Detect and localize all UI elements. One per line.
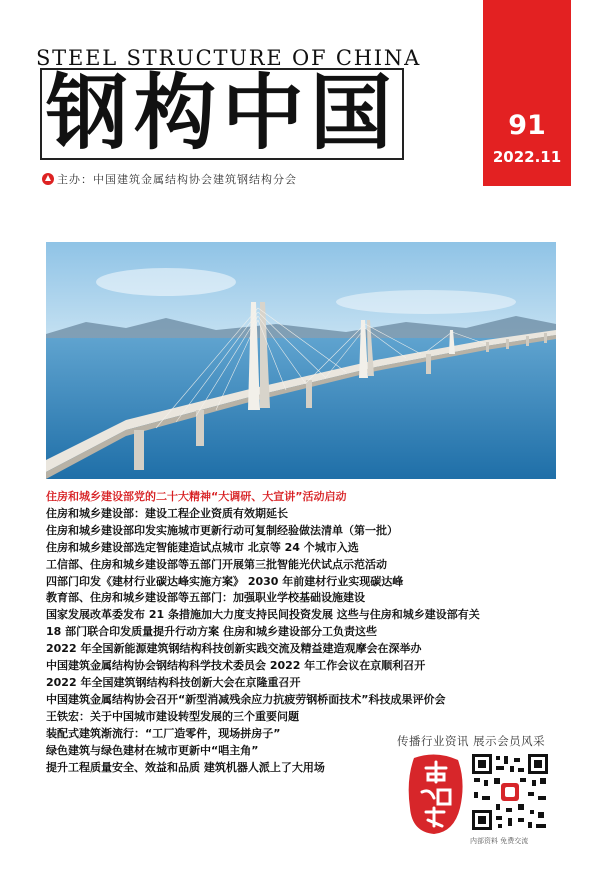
host-text: 主办：中国建筑金属结构协会建筑钢结构分会 [57,173,297,186]
headline-featured: 住房和城乡建设部党的二十大精神“大调研、大宣讲”活动启动 [46,490,347,503]
headline-item: 装配式建筑渐流行：“工厂造零件，现场拼房子” [46,726,281,740]
headline-item: 2022 年全国建筑钢结构科技创新大会在京隆重召开 [46,675,301,689]
host-line [42,171,297,187]
headline-item: 教育部、住房和城乡建设部等五部门：加强职业学校基础设施建设 [46,591,365,605]
qr-caption: 内部资料 免费交流 [470,837,529,845]
english-title: STEEL STRUCTURE OF CHINA [36,46,422,70]
headline-item: 中国建筑金属结构协会召开“新型消减残余应力抗疲劳钢桥面技术”科技成果评价会 [46,692,446,706]
chinese-title: 钢构中国 [46,66,399,161]
headline-item: 18 部门联合印发质量提升行动方案 住房和城乡建设部分工负责这些 [46,625,377,639]
issue-number: 91 [508,110,546,141]
cable-stayed-bridge-photo-icon [46,242,556,479]
headline-item: 住房和城乡建设部印发实施城市更新行动可复制经验做法清单（第一批） [46,523,398,537]
headline-item: 中国建筑金属结构协会钢结构科学技术委员会 2022 年工作会议在京顺利召开 [46,659,426,673]
headline-item: 四部门印发《建材行业碳达峰实施方案》 2030 年前建材行业实现碳达峰 [46,574,404,588]
headline-item: 绿色建筑与绿色建材在城市更新中“唱主角” [46,743,259,757]
red-seal-logo-icon [404,752,468,836]
slogan: 传播行业资讯 展示会员风采 [397,734,546,748]
issue-badge [483,0,571,186]
headline-item: 王铁宏：关于中国城市建设转型发展的三个重要问题 [46,709,299,723]
headline-item: 住房和城乡建设部：建设工程企业资质有效期延长 [46,506,288,520]
headline-item: 2022 年全国新能源建筑钢结构科技创新实践交流及精益建造观摩会在深举办 [46,642,422,656]
cover-photo [46,242,556,479]
association-logo-icon [42,173,54,185]
headline-item: 工信部、住房和城乡建设部等五部门开展第三批智能光伏试点示范活动 [46,557,387,571]
headline-item: 提升工程质量安全、效益和品质 建筑机器人派上了大用场 [46,760,325,774]
qr-code-icon[interactable] [470,752,550,832]
headline-item: 住房和城乡建设部选定智能建造试点城市 北京等 24 个城市入选 [46,540,359,554]
issue-date: 2022.11 [492,148,562,166]
headline-item: 国家发展改革委发布 21 条措施加大力度支持民间投资发展 这些与住房和城乡建设部有关 [46,608,480,622]
